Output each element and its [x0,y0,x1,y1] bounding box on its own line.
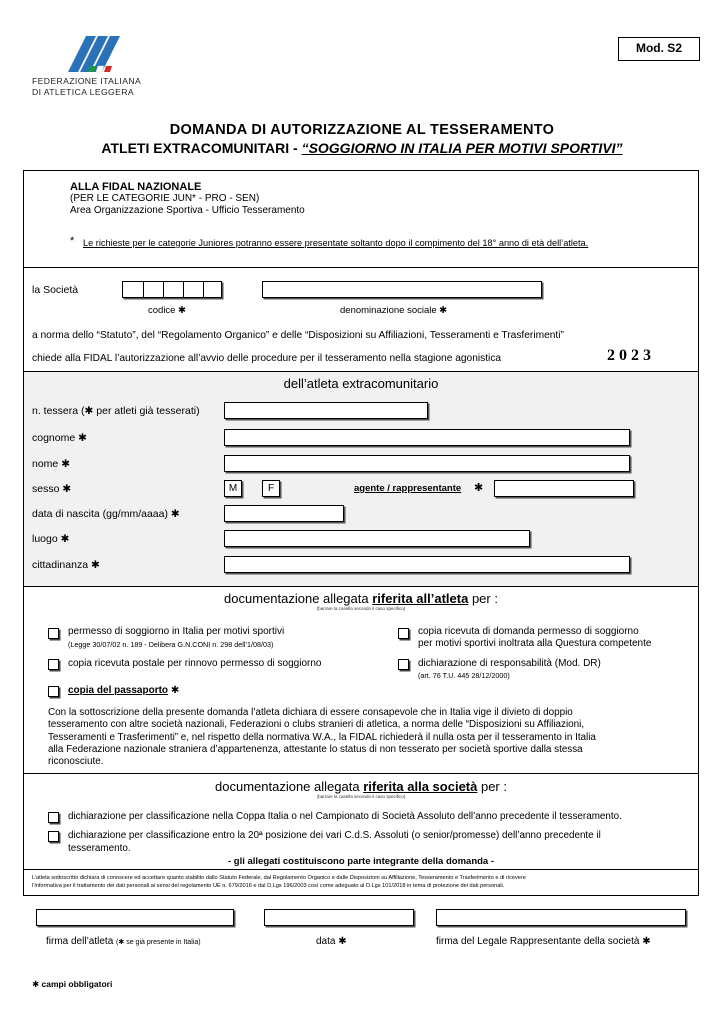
society-code-field[interactable] [122,281,222,298]
checkbox-permit-request-receipt[interactable] [398,628,409,639]
name-field[interactable] [224,455,630,472]
date-field[interactable] [264,909,414,926]
athlete-section-title: dell’atleta extracomunitario [283,376,439,391]
athlete-docs-hint: (barrare la casella secondo il caso specifico) [316,606,406,611]
sex-f-box[interactable]: F [262,480,280,497]
norm-text: a norma dello “Statuto”, del “Regolamento Organico” e delle “Disposizioni su Affiliazioni, Tesseramenti e Trasferimenti” [32,330,564,341]
legal-representative-signature-field[interactable] [436,909,686,926]
agent-required-star: ✱ [474,482,484,494]
form-frame [23,170,699,896]
card-number-label: n. tessera (✱ per atleti già tesserati) [32,405,200,417]
birthdate-field[interactable] [224,505,344,522]
postal-receipt-label: copia ricevuta postale per rinnovo permesso di soggiorno [68,658,322,669]
birthdate-label: data di nascita (gg/mm/aaaa) ✱ [32,508,180,520]
permit-request-receipt-label: copia ricevuta di domanda permesso di soggiorno per motivi sportivi inoltrata alla Questura competente [418,626,652,649]
request-text: chiede alla FIDAL l’autorizzazione all’avvio delle procedure per il tesseramento nella stagione agonistica [32,353,502,364]
checkbox-responsibility-declaration[interactable] [398,659,409,670]
form-code-badge: Mod. S2 [618,37,700,61]
juniores-note: Le richieste per le categorie Juniores potranno essere presentate soltanto dopo il compimento del 18° anno di età dell’atleta. [83,238,589,248]
cds-classification-label: dichiarazione per classificazione entro la 20ª posizione dei vari C.d.S. Assoluti (o senior/promesse) dell’anno precedente il tesseramento. [68,830,601,854]
athlete-signature-caption: firma dell’atleta (✱ se già presente in Italia) [46,936,201,947]
sex-m-box[interactable]: M [224,480,242,497]
society-name-caption: denominazione sociale ✱ [340,305,448,316]
checkbox-postal-receipt[interactable] [48,659,59,670]
double-membership-declaration: Con la sottoscrizione della presente domanda l’atleta dichiara di essere consapevole che in Italia vige il divieto di doppio tesseramento con altre società nazionali, Federazioni o clubs stranieri di atletica, a norma delle “Disposizioni su Affiliazioni, Tesseramenti e Trasferimenti” e, nel rispetto della normativa W.A., la FIDAL richiederà il nulla osta per il tesseramento in Italia alla Federazione nazionale straniera d’appartenenza, attestante lo status di non tesserato per società sportive dalla stessa riconosciute. [48,707,596,768]
logo-org-name: FEDERAZIONE ITALIANA DI ATLETICA LEGGERA [32,76,142,97]
passport-copy-label: copia del passaporto ✱ [68,685,180,696]
name-label: nome ✱ [32,458,70,470]
season-year: 2 0 2 3 [607,347,651,364]
privacy-statement: L’atleta sottoscritto dichiara di conoscere ed accettare quanto stabilito dallo Statuto Federale, dal Regolamento Organico e dalle Disposizioni su Affiliazione, Tesseramento e Trasferimento e di ricevere l’informativa per il trattamento dei dati personali ai sensi del regolamento UE n. 679/2016 e dal D.Lgs 196/2003 così come adeguato al D.Lgs 101/2018 in tema di protezione dei dati personali. [32,875,526,889]
society-code-caption: codice ✱ [148,305,187,316]
residence-permit-law: (Legge 30/07/02 n. 189 - Delibera G.N.CONI n. 298 dell’1/08/03) [68,640,274,649]
birthplace-label: luogo ✱ [32,533,70,545]
attachments-note: - gli allegati costituiscono parte integrante della domanda - [227,856,495,867]
date-caption: data ✱ [316,936,347,947]
citizenship-field[interactable] [224,556,630,573]
italy-cup-classification-label: dichiarazione per classificazione nella Coppa Italia o nel Campionato di Società Assoluto dell’anno precedente il tesseramento. [68,811,622,822]
society-label: la Società [32,284,79,296]
checkbox-italy-cup-classification[interactable] [48,812,59,823]
responsibility-declaration-law: (art. 76 T.U. 445 28/12/2000) [418,671,510,680]
checkbox-cds-classification[interactable] [48,831,59,842]
form-title: DOMANDA DI AUTORIZZAZIONE AL TESSERAMENTO [169,122,555,138]
card-number-field[interactable] [224,402,428,419]
society-docs-hint: (barrare la casella secondo il caso specifico) [316,794,406,799]
responsibility-declaration-label: dichiarazione di responsabilità (Mod. DR) [418,658,601,669]
society-docs-title: documentazione allegata riferita alla società per : [215,779,507,794]
checkbox-passport-copy[interactable] [48,686,59,697]
sex-label: sesso ✱ [32,483,72,495]
athlete-docs-title: documentazione allegata riferita all’atleta per : [224,591,498,606]
addressee-block: ALLA FIDAL NAZIONALE (PER LE CATEGORIE JUN* - PRO - SEN) Area Organizzazione Sportiva - Ufficio Tesseramento [70,181,305,216]
athlete-signature-field[interactable] [36,909,234,926]
citizenship-label: cittadinanza ✱ [32,559,100,571]
society-name-field[interactable] [262,281,542,298]
required-fields-note: ✱ campi obbligatori [32,979,113,989]
agent-label: agente / rappresentante [354,483,462,494]
footnote-star: * [70,235,75,247]
checkbox-residence-permit[interactable] [48,628,59,639]
form-subtitle: ATLETI EXTRACOMUNITARI - “SOGGIORNO IN ITALIA PER MOTIVI SPORTIVI” [101,140,623,156]
residence-permit-label: permesso di soggiorno in Italia per motivi sportivi [68,626,285,637]
agent-field[interactable] [494,480,634,497]
legal-representative-caption: firma del Legale Rappresentante della società ✱ [436,936,651,947]
birthplace-field[interactable] [224,530,530,547]
surname-field[interactable] [224,429,630,446]
surname-label: cognome ✱ [32,432,87,444]
